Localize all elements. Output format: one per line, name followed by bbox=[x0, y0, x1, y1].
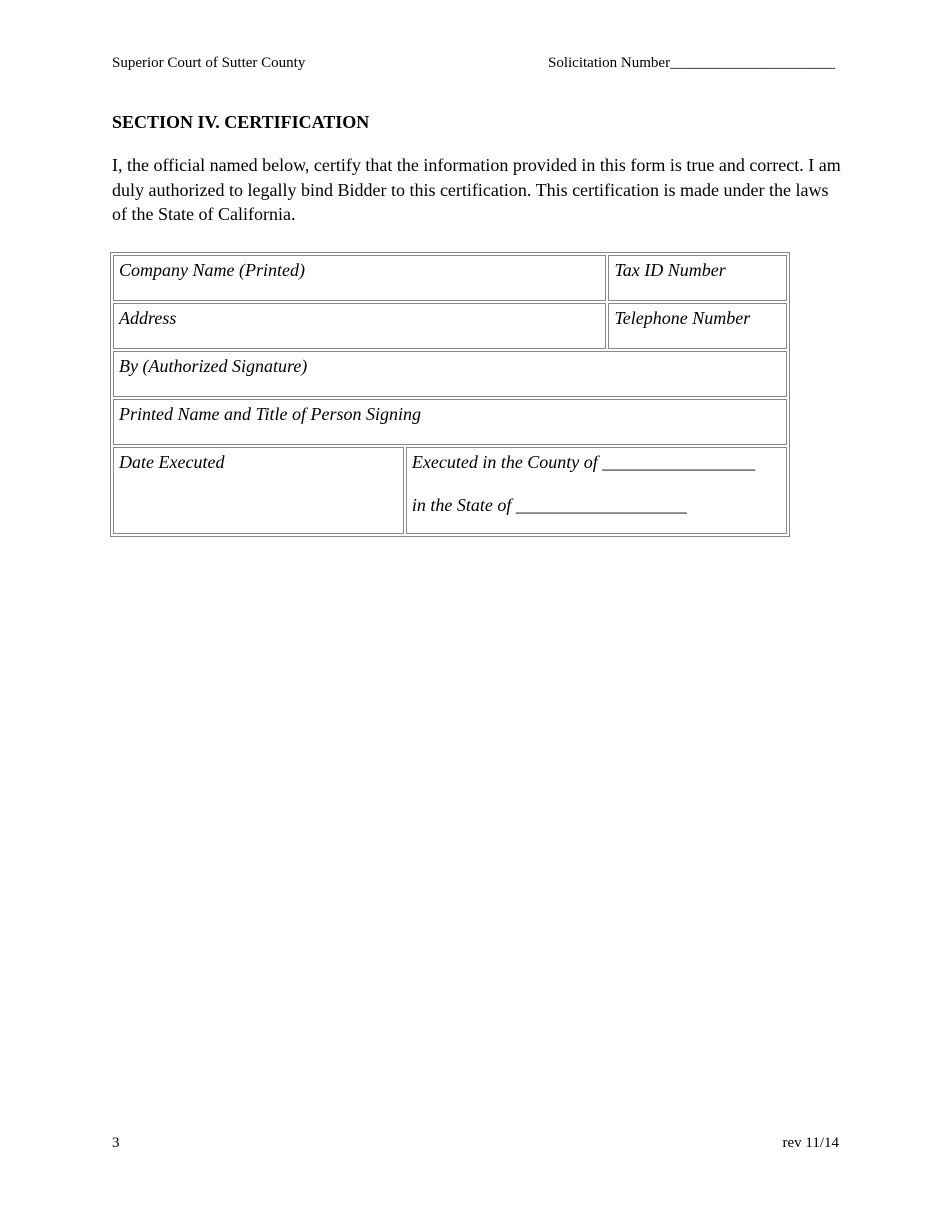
section-title: SECTION IV. CERTIFICATION bbox=[112, 112, 370, 132]
form-row-company bbox=[113, 255, 787, 301]
tax-id-field[interactable] bbox=[608, 255, 787, 301]
execution-location-field[interactable] bbox=[406, 447, 787, 534]
certification-statement: I, the official named below, certify that the information provided in this form is true and correct. I am duly authorized to legally bind Bidder to this certification. This certification is made under the laws of the State of California. bbox=[112, 155, 841, 224]
certification-form bbox=[110, 252, 790, 537]
telephone-field[interactable] bbox=[608, 303, 787, 349]
company-name-label: Company Name (Printed) bbox=[119, 260, 305, 280]
address-field[interactable] bbox=[113, 303, 606, 349]
telephone-label: Telephone Number bbox=[614, 308, 751, 328]
signature-label: By (Authorized Signature) bbox=[119, 356, 308, 376]
form-row-execution bbox=[113, 447, 787, 534]
printed-name-label: Printed Name and Title of Person Signing bbox=[119, 404, 421, 424]
form-row-address bbox=[113, 303, 787, 349]
date-executed-label: Date Executed bbox=[119, 452, 225, 472]
date-executed-field[interactable] bbox=[113, 447, 404, 534]
form-row-printed-name bbox=[113, 399, 787, 445]
solicitation-number-label: Solicitation Number______________________ bbox=[548, 55, 836, 71]
form-row-signature bbox=[113, 351, 787, 397]
company-name-field[interactable] bbox=[113, 255, 606, 301]
revision-label: rev 11/14 bbox=[782, 1135, 839, 1151]
signature-field[interactable] bbox=[113, 351, 787, 397]
state-label: in the State of ___________________ bbox=[411, 495, 687, 515]
court-name: Superior Court of Sutter County bbox=[112, 55, 306, 71]
county-label: Executed in the County of _________________ bbox=[411, 452, 756, 472]
address-label: Address bbox=[119, 308, 177, 328]
tax-id-label: Tax ID Number bbox=[614, 260, 726, 280]
printed-name-field[interactable] bbox=[113, 399, 787, 445]
page-number: 3 bbox=[112, 1135, 120, 1151]
